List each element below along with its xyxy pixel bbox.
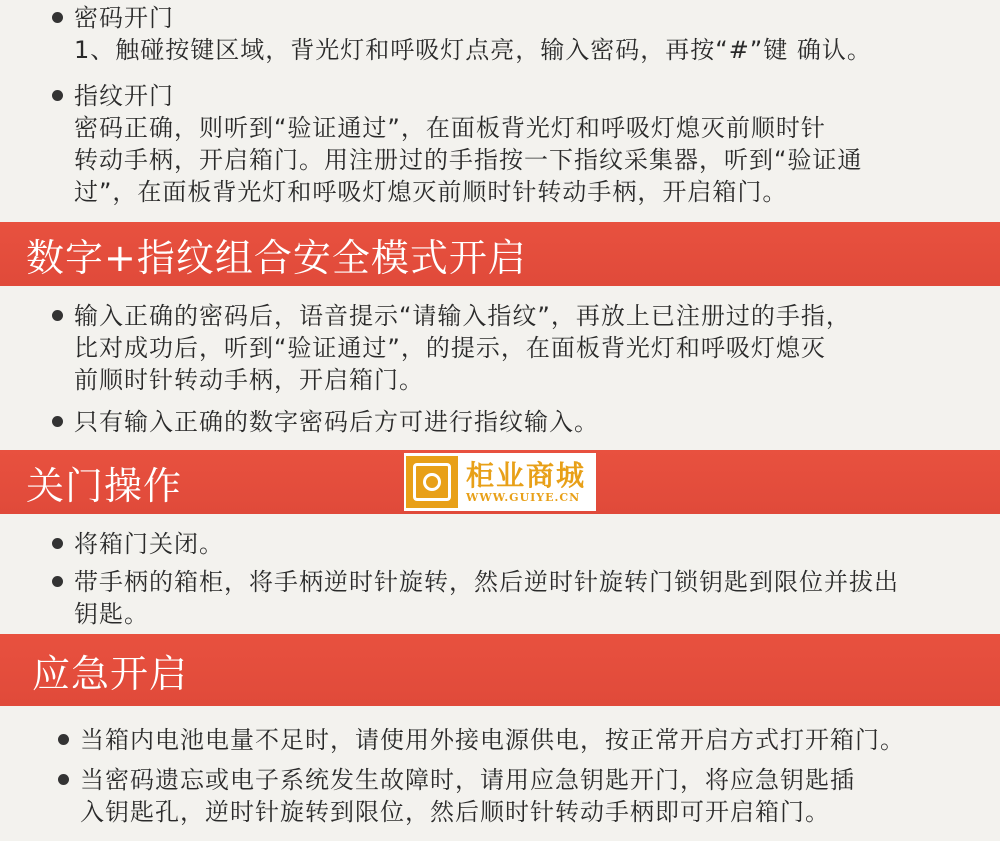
bullet-dot: [58, 734, 69, 745]
bullet-dot: [52, 538, 63, 549]
emergency-line-1: 当密码遗忘或电子系统发生故障时，请用应急钥匙开门，将应急钥匙插: [80, 766, 855, 794]
combo-item-2-text: 只有输入正确的数字密码后方可进行指纹输入。: [74, 408, 599, 436]
emergency-item-2: [58, 764, 855, 828]
logo-url: WWW.GUIYE.CN: [466, 490, 581, 504]
combo-line-3: 前顺时针转动手柄，开启箱门。: [74, 366, 424, 394]
logo-name: 柜业商城: [466, 458, 587, 492]
close-door-item-2: [52, 566, 899, 630]
combo-mode-item-2: [52, 406, 599, 438]
logo-mark-icon: [406, 456, 458, 508]
emergency-line-2: 入钥匙孔，逆时针旋转到限位，然后顺时针转动手柄即可开启箱门。: [80, 798, 830, 826]
password-open-line-1: 1、触碰按键区域，背光灯和呼吸灯点亮，输入密码，再按“#”键 确认。: [74, 36, 872, 64]
bullet-dot: [58, 774, 69, 785]
fingerprint-open-item: [52, 80, 862, 208]
close-door-line-1: 带手柄的箱柜，将手柄逆时针旋转，然后逆时针旋转门锁钥匙到限位并拔出: [74, 568, 899, 596]
bullet-dot: [52, 310, 63, 321]
fingerprint-open-line-1: 密码正确，则听到“验证通过”，在面板背光灯和呼吸灯熄灭前顺时针: [74, 114, 826, 142]
guiye-logo: [404, 453, 596, 511]
combo-mode-item-1: [52, 300, 851, 396]
combo-mode-heading: 数字+指纹组合安全模式开启: [0, 222, 1000, 286]
emergency-heading: 应急开启: [0, 634, 1000, 706]
password-open-title: 密码开门: [74, 4, 174, 32]
bullet-dot: [52, 12, 63, 23]
bullet-dot: [52, 416, 63, 427]
fingerprint-open-line-3: 过”，在面板背光灯和呼吸灯熄灭前顺时针转动手柄，开启箱门。: [74, 178, 788, 206]
combo-line-1: 输入正确的密码后，语音提示“请输入指纹”，再放上已注册过的手指，: [74, 302, 851, 330]
emergency-item-1-text: 当箱内电池电量不足时，请使用外接电源供电，按正常开启方式打开箱门。: [80, 726, 905, 754]
fingerprint-open-line-2: 转动手柄，开启箱门。用注册过的手指按一下指纹采集器，听到“验证通: [74, 146, 863, 174]
bullet-dot: [52, 90, 63, 101]
bullet-dot: [52, 576, 63, 587]
close-door-line-2: 钥匙。: [74, 600, 149, 628]
password-open-item: [52, 2, 872, 66]
fingerprint-open-title: 指纹开门: [74, 82, 174, 110]
close-door-item-1: [52, 528, 224, 560]
combo-line-2: 比对成功后，听到“验证通过”，的提示，在面板背光灯和呼吸灯熄灭: [74, 334, 826, 362]
close-door-item-1-text: 将箱门关闭。: [74, 530, 224, 558]
close-door-heading: 关门操作: [0, 450, 1000, 514]
emergency-item-1: [58, 724, 905, 756]
